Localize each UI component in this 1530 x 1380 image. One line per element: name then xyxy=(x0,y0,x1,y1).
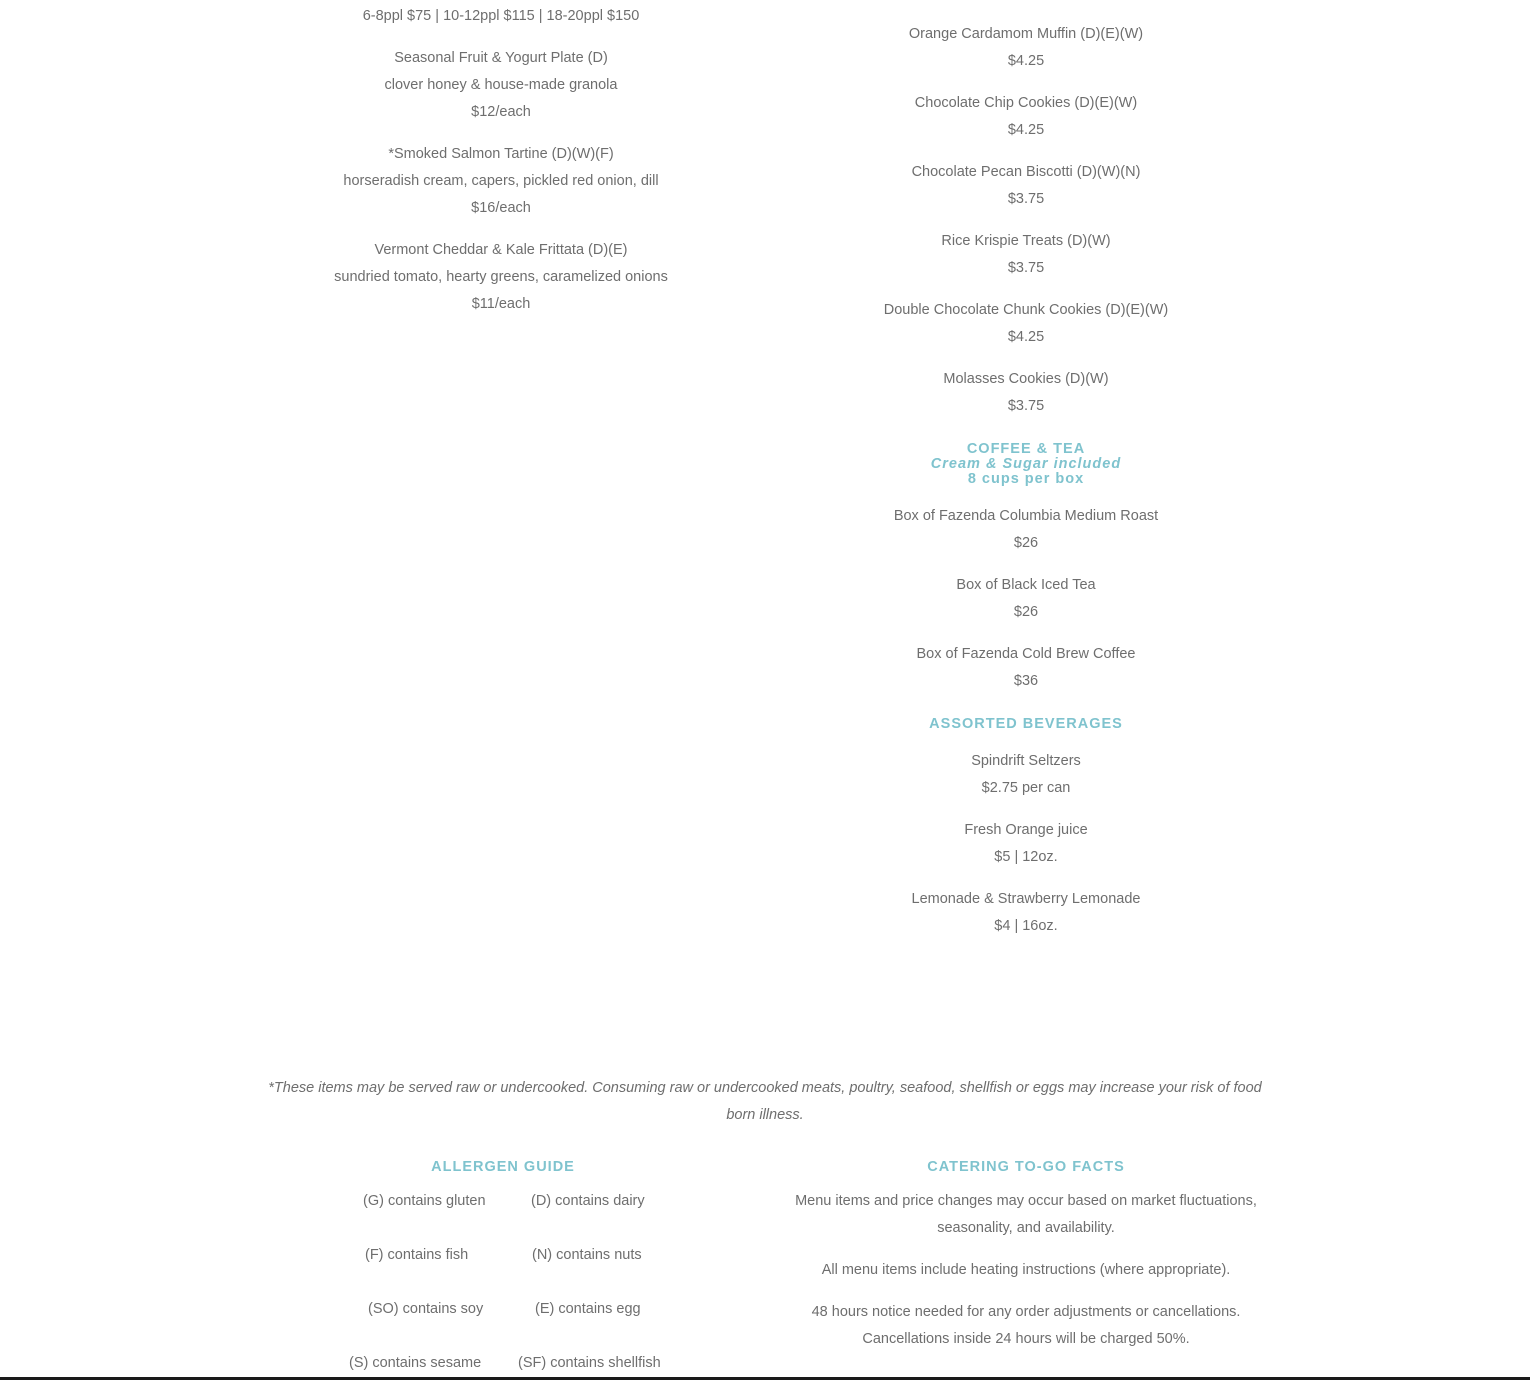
menu-item-price: $16/each xyxy=(471,200,531,216)
menu-item-price: $12/each xyxy=(471,104,531,120)
menu-item-name: *Smoked Salmon Tartine (D)(W)(F) xyxy=(388,146,614,162)
allergen-item: (F) contains fish xyxy=(365,1247,469,1263)
coffee-tea-cups-note: 8 cups per box xyxy=(967,471,1085,487)
beverage-item xyxy=(776,886,1276,940)
pastry-item-price: $4.25 xyxy=(1007,122,1045,138)
menu-item xyxy=(251,45,751,126)
pastry-item-price: $4.25 xyxy=(1007,53,1045,69)
pastry-item-name: Chocolate Chip Cookies (D)(E)(W) xyxy=(914,95,1138,111)
pastry-item-price: $3.75 xyxy=(1007,398,1045,414)
pastry-item xyxy=(776,159,1276,213)
pastry-item xyxy=(776,90,1276,144)
pastry-item-name: Chocolate Pecan Biscotti (D)(W)(N) xyxy=(911,164,1141,180)
coffee-tea-item-name: Box of Fazenda Cold Brew Coffee xyxy=(916,646,1136,662)
allergen-item: (D) contains dairy xyxy=(531,1193,645,1209)
beverage-item xyxy=(776,748,1276,802)
allergen-item: (E) contains egg xyxy=(535,1301,641,1317)
pastry-item-price: $4.25 xyxy=(1007,329,1045,345)
pastry-item-name: Orange Cardamom Muffin (D)(E)(W) xyxy=(908,26,1144,42)
catering-fact: All menu items include heating instructions (where appropriate). xyxy=(821,1262,1231,1278)
pastry-item xyxy=(776,228,1276,282)
pastry-item xyxy=(776,297,1276,351)
coffee-tea-item xyxy=(776,572,1276,626)
right-menu-column xyxy=(776,21,1276,955)
catering-facts xyxy=(776,1160,1276,1368)
allergen-grid xyxy=(303,1195,703,1380)
coffee-tea-item xyxy=(776,641,1276,695)
allergen-item: (G) contains gluten xyxy=(363,1193,486,1209)
coffee-tea-title: COFFEE & TEA xyxy=(966,441,1086,457)
coffee-tea-item-price: $36 xyxy=(1013,673,1039,689)
pastry-item xyxy=(776,21,1276,75)
coffee-tea-item-price: $26 xyxy=(1013,535,1039,551)
beverages-heading: ASSORTED BEVERAGES xyxy=(929,716,1123,732)
pastry-item-name: Molasses Cookies (D)(W) xyxy=(943,371,1109,387)
menu-item-name: Vermont Cheddar & Kale Frittata (D)(E) xyxy=(374,242,628,258)
coffee-tea-item-name: Box of Black Iced Tea xyxy=(956,577,1096,593)
pastry-item-name: Rice Krispie Treats (D)(W) xyxy=(941,233,1111,249)
coffee-tea-item-price: $26 xyxy=(1013,604,1039,620)
beverage-item xyxy=(776,817,1276,871)
menu-item-description: sundried tomato, hearty greens, caramelized onions xyxy=(334,269,668,285)
beverage-item-price: $5 | 12oz. xyxy=(994,849,1058,865)
platter-pricing-line: 6-8ppl $75 | 10-12ppl $115 | 18-20ppl $150 xyxy=(362,8,640,24)
coffee-tea-item-name: Box of Fazenda Columbia Medium Roast xyxy=(893,508,1159,524)
beverage-item-price: $4 | 16oz. xyxy=(994,918,1058,934)
left-menu-column xyxy=(251,3,751,333)
menu-item-description: clover honey & house-made granola xyxy=(384,77,618,93)
menu-item-price: $11/each xyxy=(471,296,531,312)
beverage-item-price: $2.75 per can xyxy=(981,780,1071,796)
allergen-item: (SF) contains shellfish xyxy=(518,1355,661,1371)
coffee-tea-item xyxy=(776,503,1276,557)
coffee-tea-heading xyxy=(776,442,1276,487)
allergen-item: (SO) contains soy xyxy=(368,1301,484,1317)
beverage-item-name: Lemonade & Strawberry Lemonade xyxy=(911,891,1141,907)
menu-item xyxy=(251,237,751,318)
menu-item-description: horseradish cream, capers, pickled red onion, dill xyxy=(343,173,659,189)
catering-facts-heading: CATERING TO-GO FACTS xyxy=(927,1159,1125,1175)
allergen-guide xyxy=(303,1160,703,1380)
pastry-item-price: $3.75 xyxy=(1007,260,1045,276)
catering-fact: 48 hours notice needed for any order adjustments or cancellations. Cancellations inside 24 hours will be charged 50%. xyxy=(811,1304,1241,1347)
menu-item-name: Seasonal Fruit & Yogurt Plate (D) xyxy=(394,50,608,66)
raw-food-disclaimer: *These items may be served raw or undercooked. Consuming raw or undercooked meats, poultry, seafood, shellfish or eggs may increase your risk of food born illness. xyxy=(268,1080,1262,1123)
menu-item xyxy=(251,141,751,222)
allergen-item: (S) contains sesame xyxy=(349,1355,482,1371)
pastry-item-name: Double Chocolate Chunk Cookies (D)(E)(W) xyxy=(883,302,1169,318)
pastry-item-price: $3.75 xyxy=(1007,191,1045,207)
allergen-guide-heading: ALLERGEN GUIDE xyxy=(431,1159,575,1175)
pastry-item xyxy=(776,366,1276,420)
beverage-item-name: Spindrift Seltzers xyxy=(971,753,1081,769)
beverage-item-name: Fresh Orange juice xyxy=(964,822,1088,838)
catering-fact: Menu items and price changes may occur based on market fluctuations, seasonality, and availability. xyxy=(795,1193,1257,1236)
coffee-tea-subtitle: Cream & Sugar included xyxy=(930,456,1122,472)
allergen-item: (N) contains nuts xyxy=(532,1247,642,1263)
